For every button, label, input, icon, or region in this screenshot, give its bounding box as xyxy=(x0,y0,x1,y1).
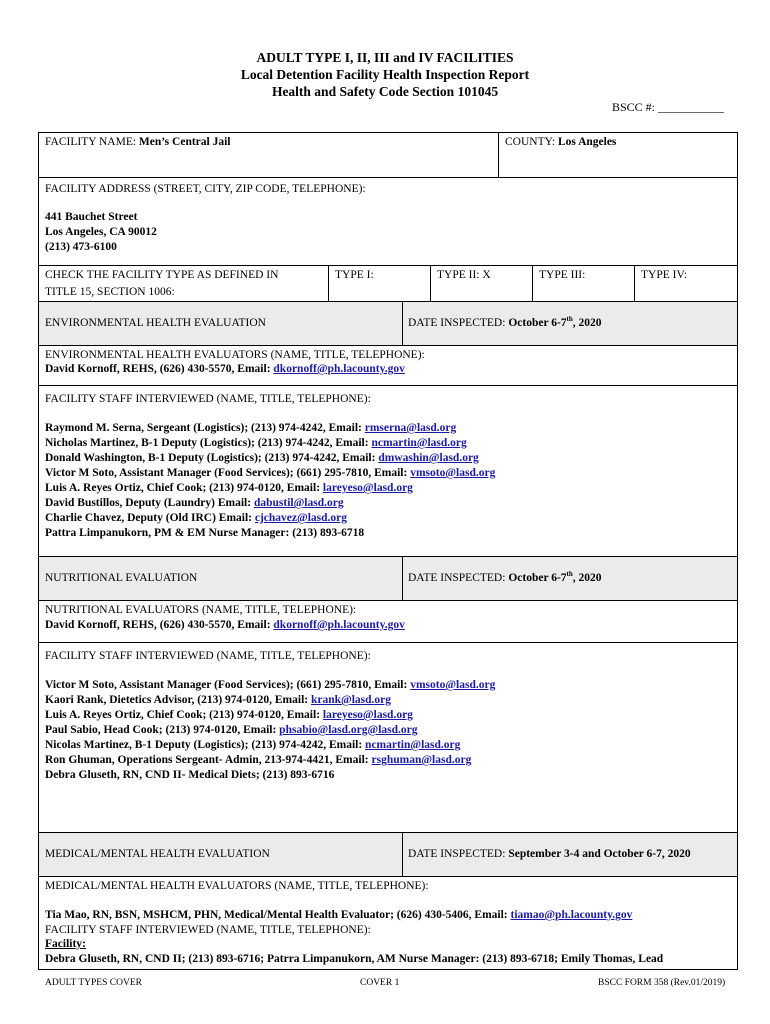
staff-entry: Luis A. Reyes Ortiz, Chief Cook; (213) 974-0120, Email: lareyeso@lasd.org xyxy=(45,709,413,721)
email-link[interactable]: vmsoto@lasd.org xyxy=(410,679,496,691)
address-block[interactable] xyxy=(45,210,157,255)
nutritional-section-title: NUTRITIONAL EVALUATION xyxy=(45,572,198,584)
email-link[interactable]: vmsoto@lasd.org xyxy=(410,467,496,479)
type-2-field[interactable]: TYPE II: X xyxy=(437,269,491,281)
address-street: 441 Bauchet Street xyxy=(45,211,138,223)
nutritional-evaluators-label: NUTRITIONAL EVALUATORS (NAME, TITLE, TELEPHONE): xyxy=(45,604,357,616)
environmental-evaluators-label: ENVIRONMENTAL HEALTH EVALUATORS (NAME, TITLE, TELEPHONE): xyxy=(45,349,425,361)
environmental-staff-label: FACILITY STAFF INTERVIEWED (NAME, TITLE, TELEPHONE): xyxy=(45,393,371,405)
address-city: Los Angeles, CA 90012 xyxy=(45,226,157,238)
staff-entry: Kaori Rank, Dietetics Advisor, (213) 974-0120, Email: krank@lasd.org xyxy=(45,694,392,706)
type-check-label-2: TITLE 15, SECTION 1006: xyxy=(45,286,175,298)
medical-date-row: DATE INSPECTED: September 3-4 and October 6-7, 2020 xyxy=(408,848,691,860)
staff-entry: Raymond M. Serna, Sergeant (Logistics); (213) 974-4242, Email: rmserna@lasd.org xyxy=(45,422,457,434)
type-check-label-1: CHECK THE FACILITY TYPE AS DEFINED IN xyxy=(45,269,279,281)
footer-page: COVER 1 xyxy=(360,978,400,988)
nutritional-staff-label: FACILITY STAFF INTERVIEWED (NAME, TITLE, TELEPHONE): xyxy=(45,650,371,662)
address-phone: (213) 473-6100 xyxy=(45,241,117,253)
staff-entry: Debra Gluseth, RN, CND II- Medical Diets; (213) 893-6716 xyxy=(45,769,335,781)
nutritional-date-row: DATE INSPECTED: October 6-7th, 2020 xyxy=(408,570,602,584)
medical-date[interactable]: September 3-4 and October 6-7, 2020 xyxy=(508,848,691,860)
environmental-date-row: DATE INSPECTED: October 6-7th, 2020 xyxy=(408,315,602,329)
staff-entry: Ron Ghuman, Operations Sergeant- Admin, 213-974-4421, Email: rsghuman@lasd.org xyxy=(45,754,472,766)
staff-entry: Victor M Soto, Assistant Manager (Food Services); (661) 295-7810, Email: vmsoto@lasd.org xyxy=(45,467,496,479)
medical-facility-sublabel: Facility: xyxy=(45,938,86,950)
environmental-evaluator: David Kornoff, REHS, (626) 430-5570, Email: dkornoff@ph.lacounty.gov xyxy=(45,363,405,375)
email-link[interactable]: lareyeso@lasd.org xyxy=(322,482,413,494)
staff-entry: Luis A. Reyes Ortiz, Chief Cook; (213) 974-0120, Email: lareyeso@lasd.org xyxy=(45,482,413,494)
bscc-number-field[interactable]: BSCC #: ___________ xyxy=(612,100,725,114)
staff-entry: Pattra Limpanukorn, PM & EM Nurse Manager: (213) 893-6718 xyxy=(45,527,365,539)
address-label: FACILITY ADDRESS (STREET, CITY, ZIP CODE, TELEPHONE): xyxy=(45,183,366,195)
nutritional-date[interactable]: October 6-7th, 2020 xyxy=(508,570,602,584)
email-link[interactable]: rmserna@lasd.org xyxy=(364,422,457,434)
email-link[interactable]: krank@lasd.org xyxy=(310,694,392,706)
email-link[interactable]: dmwashin@lasd.org xyxy=(378,452,479,464)
email-link[interactable]: lareyeso@lasd.org xyxy=(322,709,413,721)
staff-entry: Charlie Chavez, Deputy (Old IRC) Email: cjchavez@lasd.org xyxy=(45,512,348,524)
email-link[interactable]: cjchavez@lasd.org xyxy=(254,512,348,524)
type-1-field[interactable]: TYPE I: xyxy=(335,269,374,281)
email-link[interactable]: phsabio@lasd.org@lasd.org xyxy=(279,724,418,736)
county-row: COUNTY: Los Angeles xyxy=(505,136,617,148)
report-title: ADULT TYPE I, II, III and IV FACILITIES xyxy=(256,50,514,65)
environmental-staff-list xyxy=(45,421,495,541)
environmental-section-title: ENVIRONMENTAL HEALTH EVALUATION xyxy=(45,317,266,329)
report-subtitle: Local Detention Facility Health Inspection Report xyxy=(240,67,530,82)
staff-entry: Paul Sabio, Head Cook; (213) 974-0120, Email: phsabio@lasd.org@lasd.org xyxy=(45,724,418,736)
environmental-date[interactable]: October 6-7th, 2020 xyxy=(508,315,602,329)
email-link[interactable]: dkornoff@ph.lacounty.gov xyxy=(273,619,405,631)
staff-entry: Victor M Soto, Assistant Manager (Food Services); (661) 295-7810, Email: vmsoto@lasd.org xyxy=(45,679,496,691)
staff-entry: David Bustillos, Deputy (Laundry) Email: dabustil@lasd.org xyxy=(45,497,344,509)
nutritional-evaluator: David Kornoff, REHS, (626) 430-5570, Email: dkornoff@ph.lacounty.gov xyxy=(45,619,405,631)
report-code-section: Health and Safety Code Section 101045 xyxy=(271,84,499,99)
staff-entry: Donald Washington, B-1 Deputy (Logistics); (213) 974-4242, Email: dmwashin@lasd.org xyxy=(45,452,479,464)
county-value[interactable]: Los Angeles xyxy=(557,136,617,148)
footer-form-id: BSCC FORM 358 (Rev.01/2019) xyxy=(598,978,726,988)
email-link[interactable]: dkornoff@ph.lacounty.gov xyxy=(273,363,405,375)
medical-staff-line: Debra Gluseth, RN, CND II; (213) 893-6716; Patrra Limpanukorn, AM Nurse Manager: (213) 893-6718; Emily Thomas, Lead xyxy=(45,953,664,965)
facility-name[interactable]: Men’s Central Jail xyxy=(138,136,231,148)
footer-left: ADULT TYPES COVER xyxy=(45,978,142,988)
staff-entry: Nicholas Martinez, B-1 Deputy (Logistics); (213) 974-4242, Email: ncmartin@lasd.org xyxy=(45,437,467,449)
nutritional-staff-list xyxy=(45,678,495,783)
email-link[interactable]: ncmartin@lasd.org xyxy=(365,739,461,751)
email-link[interactable]: rsghuman@lasd.org xyxy=(371,754,472,766)
email-link[interactable]: dabustil@lasd.org xyxy=(253,497,344,509)
type-3-field[interactable]: TYPE III: xyxy=(539,269,586,281)
medical-evaluator: Tia Mao, RN, BSN, MSHCM, PHN, Medical/Mental Health Evaluator; (626) 430-5406, Email: tiamao@ph.lacounty.gov xyxy=(45,909,633,921)
email-link[interactable]: ncmartin@lasd.org xyxy=(371,437,467,449)
staff-entry: Nicolas Martinez, B-1 Deputy (Logistics); (213) 974-4242, Email: ncmartin@lasd.org xyxy=(45,739,461,751)
facility-name-row: FACILITY NAME: Men’s Central Jail xyxy=(45,136,231,148)
medical-staff-label: FACILITY STAFF INTERVIEWED (NAME, TITLE, TELEPHONE): xyxy=(45,924,371,936)
medical-section-title: MEDICAL/MENTAL HEALTH EVALUATION xyxy=(45,848,270,860)
email-link[interactable]: tiamao@ph.lacounty.gov xyxy=(510,909,633,921)
type-4-field[interactable]: TYPE IV: xyxy=(641,269,688,281)
medical-evaluators-label: MEDICAL/MENTAL HEALTH EVALUATORS (NAME, TITLE, TELEPHONE): xyxy=(45,880,429,892)
